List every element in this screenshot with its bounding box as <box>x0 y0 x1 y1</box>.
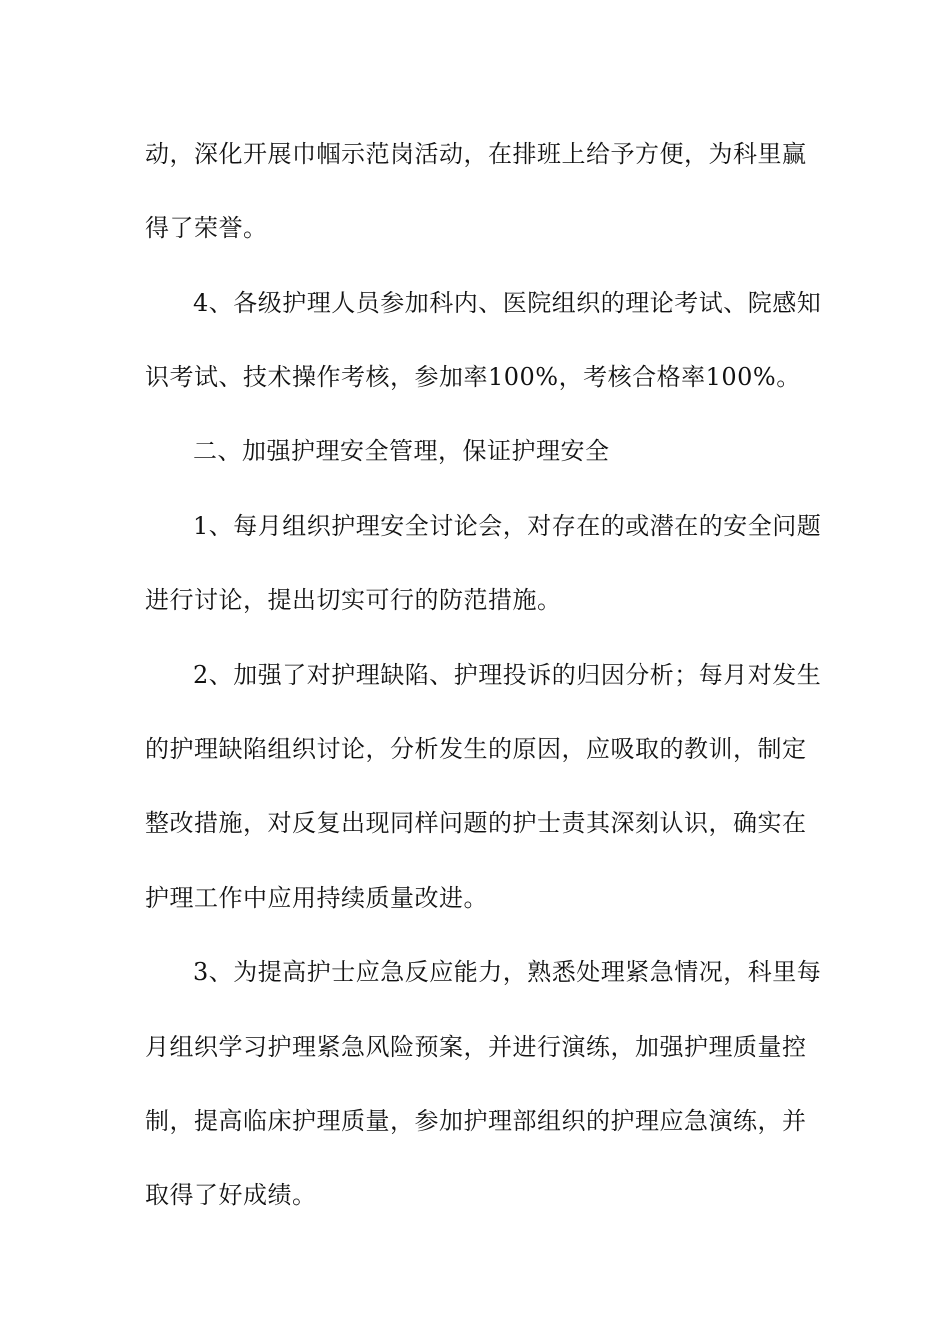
paragraph-line: 动，深化开展巾帼示范岗活动，在排班上给予方便，为科里赢 <box>145 140 807 168</box>
paragraph-line: 3、为提高护士应急反应能力，熟悉处理紧急情况，科里每 <box>193 958 822 986</box>
paragraph-line: 的护理缺陷组织讨论，分析发生的原因，应吸取的教训，制定 <box>145 735 807 763</box>
section-heading: 二、加强护理安全管理，保证护理安全 <box>193 437 610 465</box>
paragraph-line: 1、每月组织护理安全讨论会，对存在的或潜在的安全问题 <box>193 512 822 540</box>
paragraph-line: 4、各级护理人员参加科内、医院组织的理论考试、院感知 <box>193 289 822 317</box>
paragraph-line: 取得了好成绩。 <box>145 1181 317 1209</box>
paragraph-line: 得了荣誉。 <box>145 214 268 242</box>
paragraph-line: 月组织学习护理紧急风险预案，并进行演练，加强护理质量控 <box>145 1033 807 1061</box>
paragraph-line: 护理工作中应用持续质量改进。 <box>145 884 488 912</box>
paragraph-line: 进行讨论，提出切实可行的防范措施。 <box>145 586 562 614</box>
paragraph-line: 2、加强了对护理缺陷、护理投诉的归因分析；每月对发生 <box>193 661 822 689</box>
paragraph-line: 整改措施，对反复出现同样问题的护士责其深刻认识，确实在 <box>145 809 807 837</box>
paragraph-line: 识考试、技术操作考核，参加率100%，考核合格率100%。 <box>145 363 801 391</box>
paragraph-line: 制，提高临床护理质量，参加护理部组织的护理应急演练，并 <box>145 1107 807 1135</box>
